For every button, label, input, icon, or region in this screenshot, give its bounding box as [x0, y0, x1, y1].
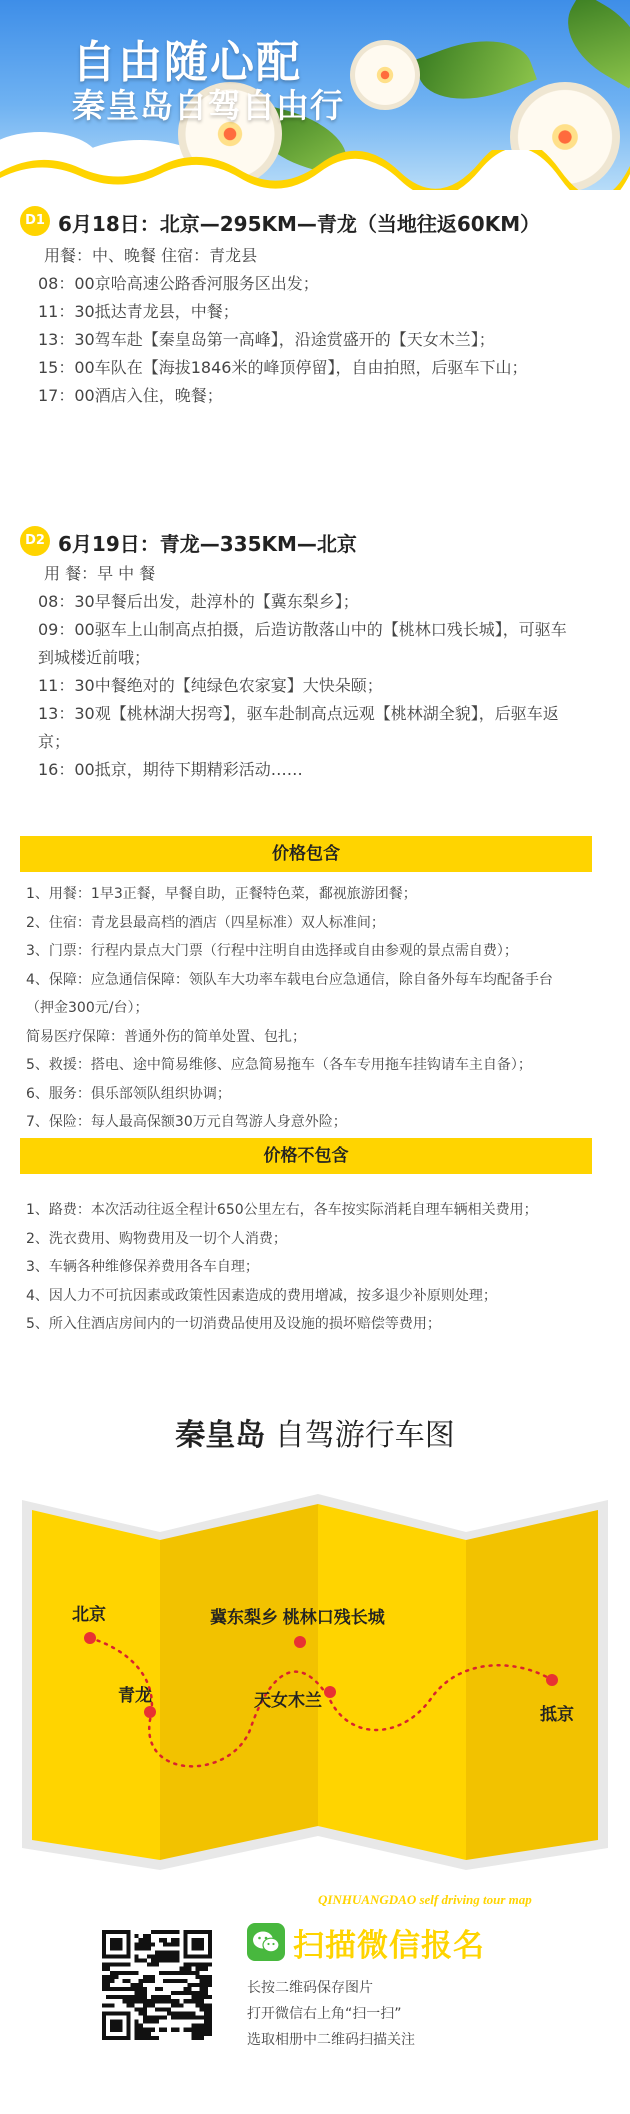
day1-line: 08：00京哈高速公路香河服务区出发；	[38, 274, 319, 293]
route-point-tiannv	[324, 1686, 336, 1698]
day2-line: 用 餐：早 中 餐	[44, 564, 156, 583]
price-excluded-list	[26, 1196, 601, 1339]
wechat-icon	[247, 1923, 285, 1961]
qr-code[interactable]	[98, 1926, 216, 2044]
header-banner	[0, 0, 630, 190]
route-point-beijing	[84, 1632, 96, 1644]
day2-line: 16：00抵京，期待下期精彩活动……	[38, 760, 303, 779]
excluded-item: 1、路费：本次活动往返全程计650公里左右，各车按实际消耗自理车辆相关费用；	[26, 1202, 538, 1218]
included-item: 6、服务：俱乐部领队组织协调；	[26, 1085, 231, 1102]
included-item: 简易医疗保障：普通外伤的简单处置、包扎；	[26, 1028, 306, 1045]
day2-title: 6月19日：青龙—335KM—北京	[58, 532, 357, 556]
day2-line: 13：30观【桃林湖大拐弯】，驱车赴制高点远观【桃林湖全貌】，后驱车返	[38, 704, 559, 723]
excluded-item: 5、所入住酒店房间内的一切消费品使用及设施的损坏赔偿等费用；	[26, 1316, 441, 1332]
map-label-tiannv: 天女木兰	[254, 1691, 322, 1710]
signup-instruction-line: 选取相册中二维码扫描关注	[247, 2032, 415, 2048]
excluded-item: 3、车辆各种维修保养费用各车自理；	[26, 1259, 259, 1275]
included-item: （押金300元/台）；	[26, 1000, 149, 1016]
day1-title: 6月18日：北京—295KM—青龙（当地往返60KM）	[58, 212, 541, 236]
excluded-item: 2、洗衣费用、购物费用及一切个人消费；	[26, 1230, 287, 1247]
route-map	[0, 1480, 630, 1900]
route-map-title-text: 自驾游行车图	[265, 1418, 455, 1453]
day2-itinerary	[38, 560, 613, 784]
signup-instructions	[247, 1975, 415, 2053]
price-included-header: 价格包含	[20, 836, 592, 872]
route-point-jidong	[294, 1636, 306, 1648]
day2-line: 09：00驱车上山制高点拍摄，后造访散落山中的【桃林口残长城】，可驱车	[38, 620, 567, 639]
day1-section	[20, 206, 615, 416]
day2-section	[20, 526, 615, 796]
leaf-graphic	[551, 0, 630, 88]
included-item: 7、保险：每人最高保额30万元自驾游人身意外险；	[26, 1114, 347, 1130]
day1-badge: D1	[20, 206, 50, 236]
route-map-graphic	[0, 1480, 630, 1900]
day1-line: 15：00车队在【海拔1846米的峰顶停留】，自由拍照，后驱车下山；	[38, 358, 528, 377]
day2-line: 到城楼近前哦；	[38, 648, 151, 667]
map-label-qinglong: 青龙	[118, 1686, 152, 1705]
excluded-item: 4、因人力不可抗因素或政策性因素造成的费用增减，按多退少补原则处理；	[26, 1287, 497, 1304]
price-included-list	[26, 880, 601, 1137]
day1-line: 13：30驾车赴【秦皇岛第一高峰】，沿途赏盛开的【天女木兰】；	[38, 330, 495, 349]
included-item: 4、保障：应急通信保障：领队车大功率车载电台应急通信，除自备外每车均配备手台	[26, 971, 553, 988]
day2-badge: D2	[20, 526, 50, 556]
magnolia-flower-graphic	[350, 40, 420, 110]
banner-subtitle: 秦皇岛自驾自由行	[72, 86, 344, 125]
route-map-title-place: 秦皇岛	[175, 1418, 266, 1453]
signup-title: 扫描微信报名	[293, 1928, 485, 1964]
day1-line: 17：00酒店入住，晚餐；	[38, 386, 223, 405]
route-map-title	[0, 1410, 630, 1454]
banner-wave-edge	[0, 150, 630, 190]
qr-code-image	[98, 1926, 216, 2044]
leaf-graphic	[413, 23, 537, 117]
route-point-qinglong	[144, 1706, 156, 1718]
route-point-dijing	[546, 1674, 558, 1686]
route-map-caption: QINHUANGDAO self driving tour map	[318, 1892, 532, 1907]
price-excluded-header: 价格不包含	[20, 1138, 592, 1174]
included-item: 5、救援：搭电、途中简易维修、应急简易拖车（各车专用拖车挂钩请车主自备）；	[26, 1057, 532, 1073]
day2-line: 08：30早餐后出发，赴淳朴的【冀东梨乡】；	[38, 592, 359, 611]
banner-title: 自由随心配	[72, 37, 302, 88]
signup-instruction-line: 长按二维码保存图片	[247, 1980, 373, 1996]
included-item: 1、用餐：1早3正餐，早餐自助，正餐特色菜，鄱视旅游团餐；	[26, 886, 417, 902]
map-label-dijing: 抵京	[540, 1705, 574, 1724]
day1-line: 用餐：中、晚餐 住宿：青龙县	[44, 246, 258, 265]
map-label-beijing: 北京	[72, 1605, 106, 1624]
day1-line: 11：30抵达青龙县，中餐；	[38, 302, 239, 321]
included-item: 3、门票：行程内景点大门票（行程中注明自由选择或自由参观的景点需自费）；	[26, 943, 518, 959]
day2-line: 11：30中餐绝对的【纯绿色农家宴】大快朵颐；	[38, 676, 383, 695]
day1-itinerary	[38, 242, 613, 410]
day2-line: 京；	[38, 732, 71, 751]
included-item: 2、住宿：青龙县最高档的酒店（四星标准）双人标准间；	[26, 914, 385, 931]
signup-instruction-line: 打开微信右上角“扫一扫”	[247, 2006, 402, 2022]
map-label-jidong-taolin: 冀东梨乡 桃林口残长城	[210, 1608, 385, 1627]
